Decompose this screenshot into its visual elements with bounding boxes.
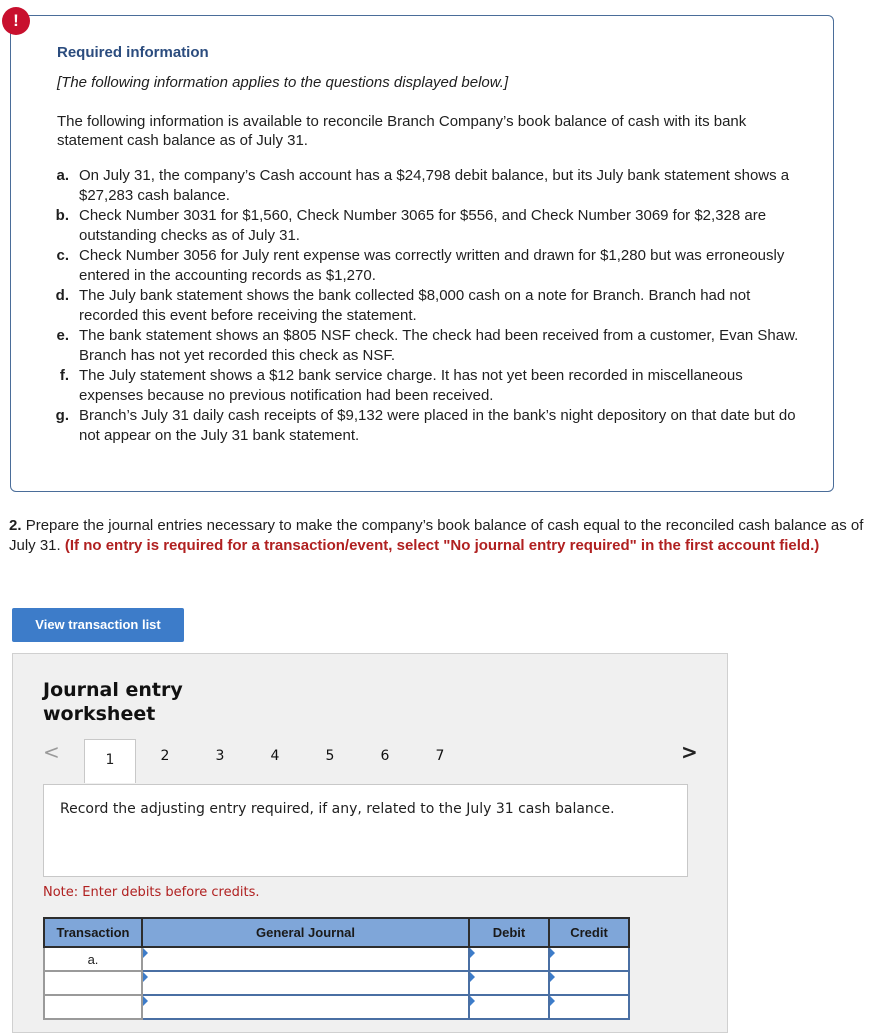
worksheet-title-line2: worksheet [43,703,156,725]
info-note: [The following information applies to the questions displayed below.] [57,74,509,91]
column-header-debit: Debit [469,918,549,947]
tab-3[interactable]: 3 [215,748,225,764]
info-item-letter: a. [56,167,69,184]
tab-1[interactable]: 1 [84,739,136,783]
info-item-text: Check Number 3031 for $1,560, Check Number 3065 for $556, and Check Number 3069 for $2,328 are outstanding checks as of July 31. [79,207,767,244]
tab-5[interactable]: 5 [325,748,335,764]
info-heading: Required information [57,44,209,61]
input-marker-icon [550,948,555,958]
transaction-cell: a. [44,947,142,971]
required-information-panel [10,15,834,492]
info-item-letter: e. [56,327,69,344]
column-header-transaction: Transaction [44,918,142,947]
info-item-a [11,166,835,206]
worksheet-title [43,678,183,726]
chevron-right-icon[interactable]: > [681,740,698,764]
info-item-text: The July bank statement shows the bank collected $8,000 cash on a note for Branch. Branch had not recorded this event before receiving the statement. [79,287,751,324]
info-list [11,166,835,446]
entry-prompt: Record the adjusting entry required, if any, related to the July 31 cash balance. [43,784,688,877]
info-item-e [11,326,835,366]
debit-field[interactable] [469,947,549,971]
info-item-d [11,286,835,326]
transaction-cell [44,995,142,1019]
info-item-letter: f. [59,367,69,384]
general-journal-account-field[interactable] [142,971,469,995]
question-text: Prepare the journal entries necessary to make the company’s book balance of cash equal to the reconciled cash balance as of July 31. [9,517,864,554]
info-item-text: Branch’s July 31 daily cash receipts of $9,132 were placed in the bank’s night depository on that date but do not appear on the July 31 bank statement. [79,407,796,444]
question-instruction: (If no entry is required for a transaction/event, select "No journal entry required" in the first account field.) [64,537,820,554]
info-item-letter: d. [55,287,69,304]
input-marker-icon [470,972,475,982]
general-journal-account-field[interactable] [142,947,469,971]
question-number: 2. [9,517,22,534]
view-transaction-list-button[interactable]: View transaction list [12,608,184,642]
tab-6[interactable]: 6 [380,748,390,764]
debit-field[interactable] [469,995,549,1019]
info-item-text: The July statement shows a $12 bank service charge. It has not yet been recorded in miscellaneous expenses because no previous notification had been received. [79,367,743,404]
info-item-b [11,206,835,246]
dropdown-marker-icon [143,996,148,1006]
tab-7[interactable]: 7 [435,748,445,764]
input-marker-icon [550,972,555,982]
chevron-left-icon[interactable]: < [43,740,60,764]
table-row [44,947,629,971]
tab-2[interactable]: 2 [160,748,170,764]
info-item-letter: c. [56,247,69,264]
input-marker-icon [470,996,475,1006]
info-item-f [11,366,835,406]
transaction-cell [44,971,142,995]
info-item-text: Check Number 3056 for July rent expense was correctly written and drawn for $1,280 but was erroneously entered in the accounting records as $1,270. [79,247,785,284]
info-item-g [11,406,835,446]
info-item-c [11,246,835,286]
credit-field[interactable] [549,995,629,1019]
table-row [44,995,629,1019]
info-item-letter: g. [55,407,69,424]
question-prompt [9,516,889,556]
general-journal-account-field[interactable] [142,995,469,1019]
tab-4[interactable]: 4 [270,748,280,764]
info-item-text: The bank statement shows an $805 NSF check. The check had been received from a customer, Evan Shaw. Branch has not yet recorded this check as NSF. [79,327,799,364]
input-marker-icon [550,996,555,1006]
alert-exclamation-icon: ! [2,7,30,35]
info-intro: The following information is available to reconcile Branch Company’s book balance of cash with its bank statement cash balance as of July 31. [57,113,747,149]
table-row [44,971,629,995]
credit-field[interactable] [549,971,629,995]
worksheet-title-line1: Journal entry [43,679,183,701]
journal-entry-worksheet [12,653,728,1033]
column-header-general-journal: General Journal [142,918,469,947]
column-header-credit: Credit [549,918,629,947]
dropdown-marker-icon [143,948,148,958]
dropdown-marker-icon [143,972,148,982]
journal-table [43,917,630,1020]
debit-credit-note: Note: Enter debits before credits. [43,885,260,900]
info-item-text: On July 31, the company’s Cash account has a $24,798 debit balance, but its July bank statement shows a $27,283 cash balance. [79,167,790,204]
debit-field[interactable] [469,971,549,995]
info-item-letter: b. [55,207,69,224]
input-marker-icon [470,948,475,958]
credit-field[interactable] [549,947,629,971]
